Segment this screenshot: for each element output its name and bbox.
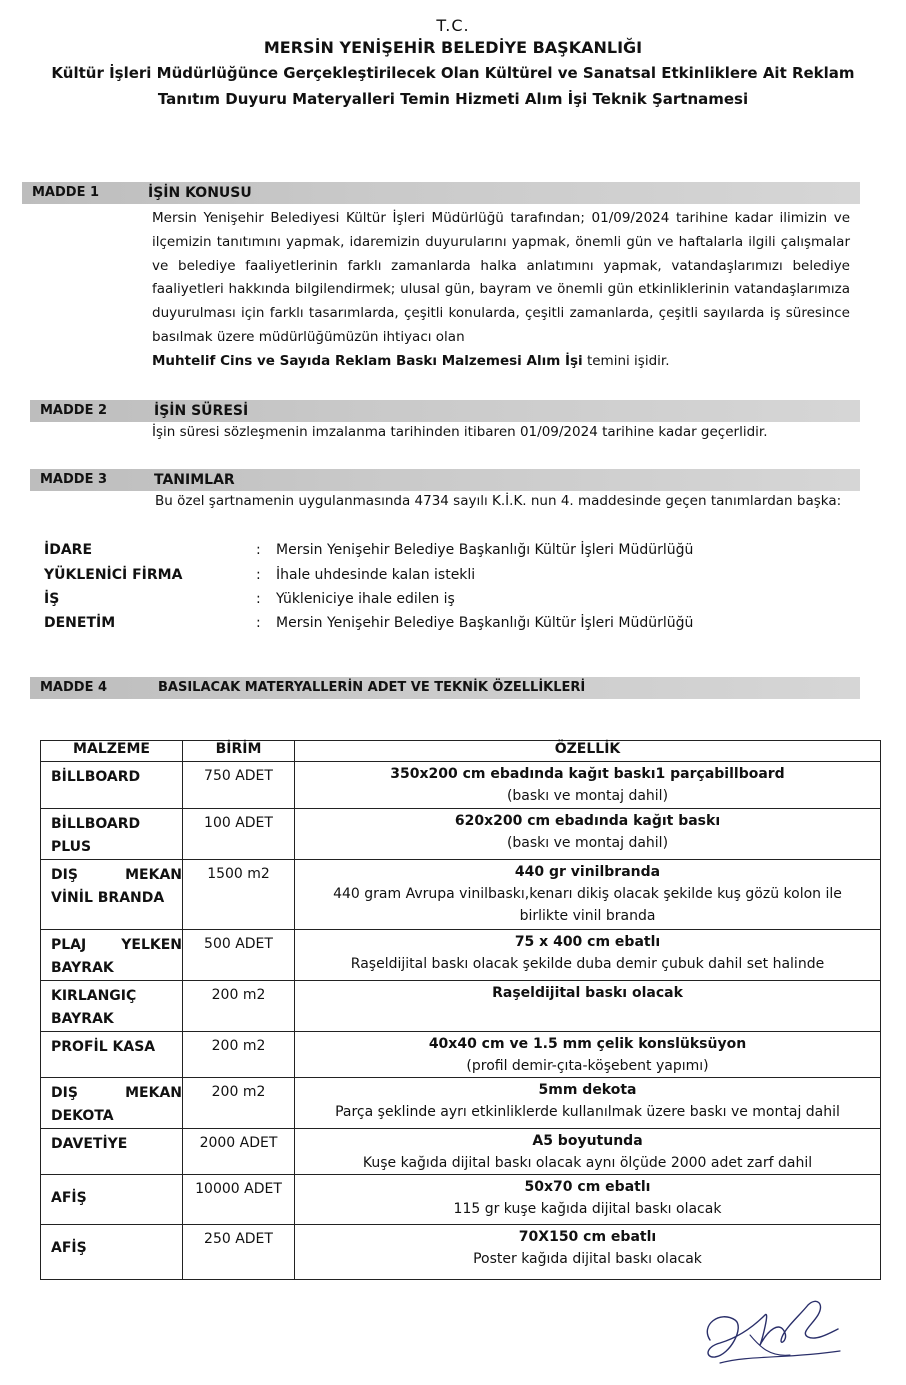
madde-2-number: MADDE 2 — [40, 403, 108, 418]
cell-birim: 250 ADET — [183, 1225, 295, 1280]
col-header-malzeme: MALZEME — [41, 741, 183, 762]
table-row — [41, 762, 881, 809]
header-subtitle-2: Tanıtım Duyuru Materyalleri Temin Hizmeti Alım İşi Teknik Şartnamesi — [157, 90, 749, 108]
cell-birim: 100 ADET — [183, 809, 295, 860]
table-row — [41, 981, 881, 1032]
def-idare-colon: : — [256, 542, 261, 558]
def-denetim-colon: : — [256, 615, 261, 631]
cell-malzeme: DAVETİYE — [41, 1129, 183, 1175]
madde-1-bar — [22, 182, 860, 204]
def-yuklenici-label: YÜKLENİCİ FİRMA — [44, 567, 183, 583]
def-denetim-value: Mersin Yenişehir Belediye Başkanlığı Kültür İşleri Müdürlüğü — [276, 615, 694, 631]
cell-birim: 750 ADET — [183, 762, 295, 809]
cell-birim: 200 m2 — [183, 1032, 295, 1078]
madde-2-title: İŞİN SÜRESİ — [154, 403, 249, 419]
table-row — [41, 1032, 881, 1078]
cell-malzeme: AFİŞ — [41, 1175, 183, 1225]
cell-ozellik: 40x40 cm ve 1.5 mm çelik konslüksüyon (profil demir-çıta-köşebent yapımı) — [295, 1032, 881, 1078]
cell-malzeme: DIŞ MEKAN DEKOTA — [41, 1078, 183, 1129]
table-row — [41, 809, 881, 860]
table-row — [41, 1078, 881, 1129]
cell-malzeme: BİLLBOARD PLUS — [41, 809, 183, 860]
header-tc: T.C. — [436, 16, 470, 35]
cell-malzeme: AFİŞ — [41, 1225, 183, 1280]
table-row — [41, 1225, 881, 1280]
madde-1-bold-phrase: Muhtelif Cins ve Sayıda Reklam Baskı Malzemesi Alım İşi — [152, 352, 583, 369]
madde-3-intro: Bu özel şartnamenin uygulanmasında 4734 sayılı K.İ.K. nun 4. maddesinde geçen tanımlardan başka: — [155, 493, 842, 509]
cell-ozellik: Raşeldijital baskı olacak — [295, 981, 881, 1032]
table-row — [41, 1129, 881, 1175]
madde-1-number: MADDE 1 — [32, 185, 100, 200]
cell-malzeme: BİLLBOARD — [41, 762, 183, 809]
madde-2-bar — [30, 400, 860, 422]
cell-ozellik: 75 x 400 cm ebatlı Raşeldijital baskı olacak şekilde duba demir çubuk dahil set halinde — [295, 930, 881, 981]
def-yuklenici-value: İhale uhdesinde kalan istekli — [276, 567, 476, 583]
madde-3-bar — [30, 469, 860, 491]
header-subtitle-1: Kültür İşleri Müdürlüğünce Gerçekleştirilecek Olan Kültürel ve Sanatsal Etkinliklere Ait Reklam — [51, 64, 855, 82]
cell-ozellik: 620x200 cm ebadında kağıt baskı (baskı ve montaj dahil) — [295, 809, 881, 860]
cell-malzeme: PLAJ YELKEN BAYRAK — [41, 930, 183, 981]
cell-ozellik: A5 boyutunda Kuşe kağıda dijital baskı olacak aynı ölçüde 2000 adet zarf dahil — [295, 1129, 881, 1175]
madde-1-title: İŞİN KONUSU — [148, 185, 252, 201]
cell-birim: 2000 ADET — [183, 1129, 295, 1175]
cell-birim: 200 m2 — [183, 1078, 295, 1129]
cell-malzeme: KIRLANGIÇ BAYRAK — [41, 981, 183, 1032]
def-is-colon: : — [256, 591, 261, 607]
table-header-row — [41, 741, 881, 762]
cell-birim: 500 ADET — [183, 930, 295, 981]
madde-4-bar — [30, 677, 860, 699]
madde-1-text: Mersin Yenişehir Belediyesi Kültür İşleri Müdürlüğü tarafından; 01/09/2024 tarihine kadar ilimizin ve ilçemizin tanıtımını yapmak, idaremizin duyurularını yapmak, önemli gün ve haftalarla ilgili çalışmalar ve belediye faaliyetlerinin farklı zamanlarda halka anlatımını yapmak, vatandaşlarımızı belediye faaliyetleri hakkında bilgilendirmek; ulusal gün, bayram ve önemli gün etkinliklerinin vatandaşlarımıza duyurulması için farklı tasarımlarda, çeşitli konularda, çeşitli zamanlarda, çeşitli sayılarda iş süresince basılmak üzere müdürlüğümüzün ihtiyacı olan Muhtelif Cins ve Sayıda Reklam Baskı Malzemesi Alım İşi temini işidir. — [152, 210, 850, 369]
madde-4-number: MADDE 4 — [40, 680, 108, 695]
madde-3-number: MADDE 3 — [40, 472, 108, 487]
cell-malzeme: DIŞ MEKAN VİNİL BRANDA — [41, 860, 183, 930]
def-yuklenici-colon: : — [256, 567, 261, 583]
handwritten-signature-icon — [690, 1285, 850, 1375]
cell-ozellik: 5mm dekota Parça şeklinde ayrı etkinliklerde kullanılmak üzere baskı ve montaj dahil — [295, 1078, 881, 1129]
def-idare-label: İDARE — [44, 542, 93, 558]
madde-2-text: İşin süresi sözleşmenin imzalanma tarihinden itibaren 01/09/2024 tarihine kadar geçerlidir. — [152, 424, 768, 440]
cell-ozellik: 440 gr vinilbranda 440 gram Avrupa vinilbaskı,kenarı dikiş olacak şekilde kuş gözü kolon ile birlikte vinil branda — [295, 860, 881, 930]
cell-birim: 10000 ADET — [183, 1175, 295, 1225]
table-row — [41, 1175, 881, 1225]
col-header-birim: BİRİM — [183, 741, 295, 762]
def-is-label: İŞ — [44, 591, 60, 607]
cell-malzeme: PROFİL KASA — [41, 1032, 183, 1078]
def-is-value: Yükleniciye ihale edilen iş — [276, 591, 455, 607]
cell-ozellik: 70X150 cm ebatlı Poster kağıda dijital baskı olacak — [295, 1225, 881, 1280]
madde-4-title: BASILACAK MATERYALLERİN ADET VE TEKNİK ÖZELLİKLERİ — [158, 680, 586, 695]
cell-birim: 1500 m2 — [183, 860, 295, 930]
cell-birim: 200 m2 — [183, 981, 295, 1032]
table-row — [41, 930, 881, 981]
cell-ozellik: 350x200 cm ebadında kağıt baskı1 parçabillboard (baskı ve montaj dahil) — [295, 762, 881, 809]
madde-3-title: TANIMLAR — [154, 472, 235, 488]
col-header-ozellik: ÖZELLİK — [295, 741, 881, 762]
def-idare-value: Mersin Yenişehir Belediye Başkanlığı Kültür İşleri Müdürlüğü — [276, 542, 694, 558]
def-denetim-label: DENETİM — [44, 615, 116, 631]
table-row — [41, 860, 881, 930]
cell-ozellik: 50x70 cm ebatlı 115 gr kuşe kağıda dijital baskı olacak — [295, 1175, 881, 1225]
header-municipality: MERSİN YENİŞEHİR BELEDİYE BAŞKANLIĞI — [263, 38, 643, 57]
materials-table — [40, 740, 881, 1280]
